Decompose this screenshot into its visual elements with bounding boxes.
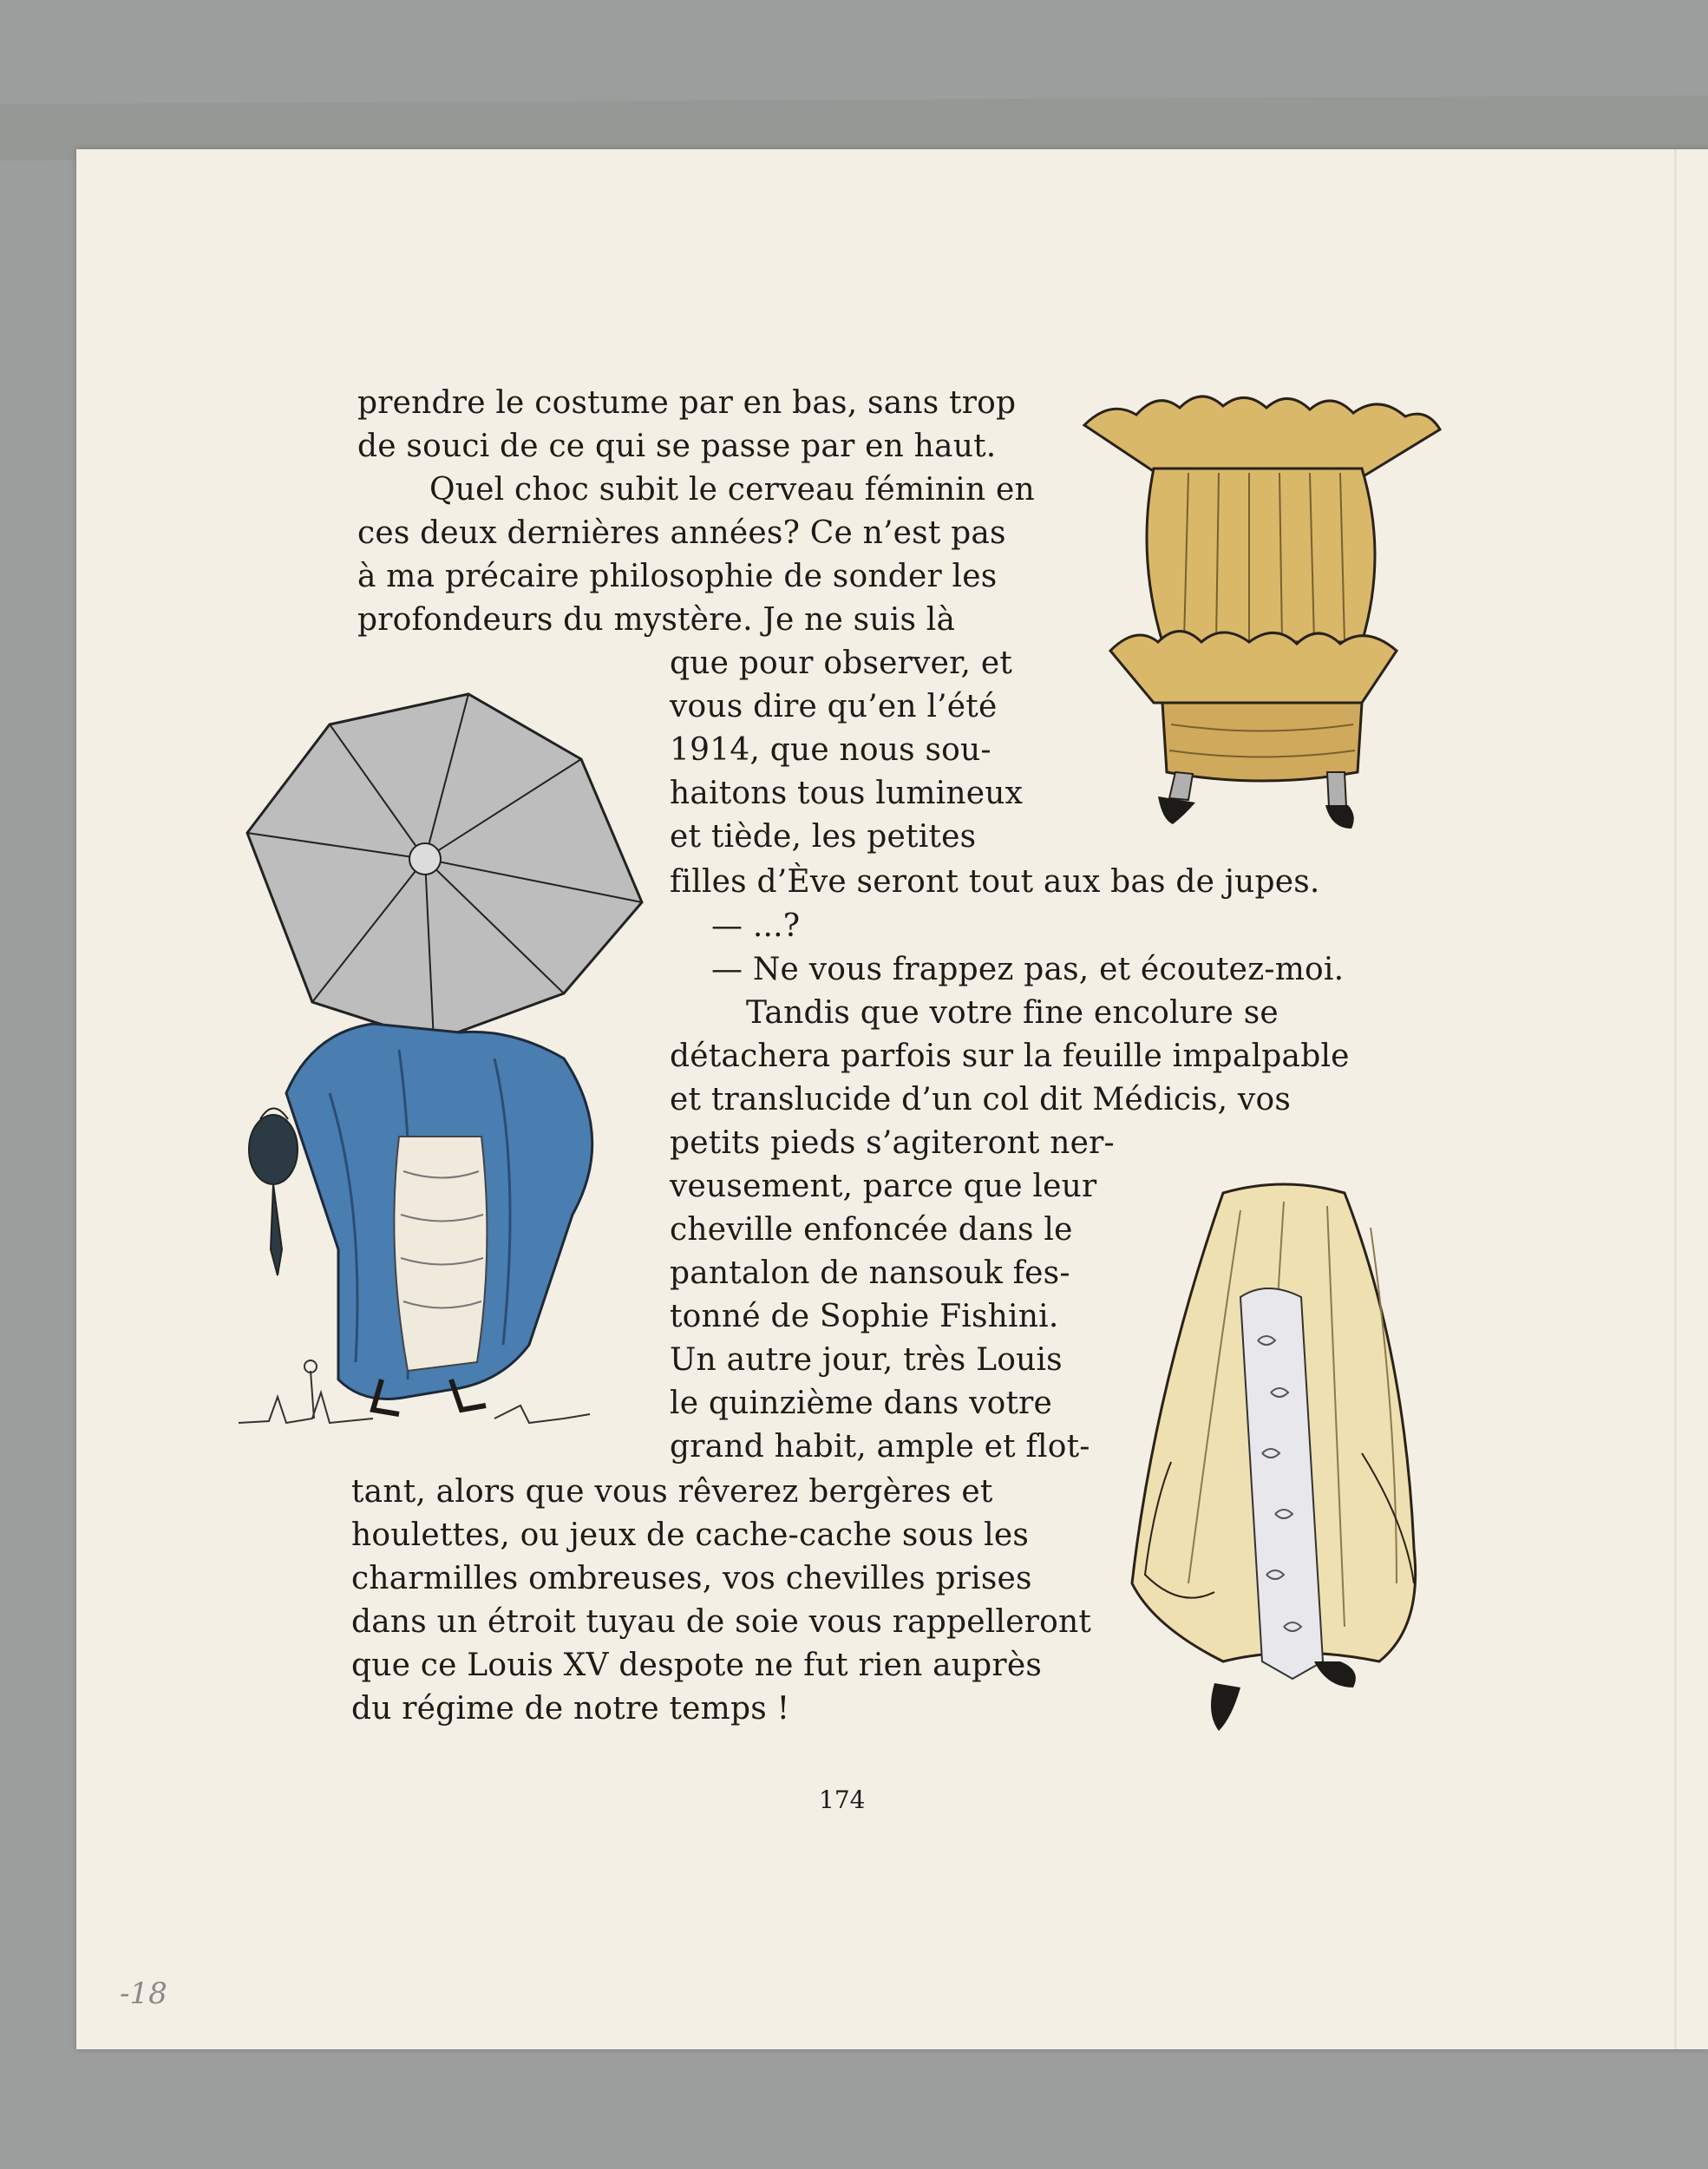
right-shoe	[1325, 805, 1354, 829]
text-line-5: à ma précaire philosophie de sonder les	[357, 559, 998, 594]
handbag	[249, 1115, 298, 1184]
text-line-7: que pour observer, et	[670, 645, 1012, 681]
text-line-27: houlettes, ou jeux de cache-cache sous les	[351, 1517, 1030, 1553]
text-line-15: Tandis que votre fine encolure se	[746, 995, 1279, 1031]
text-line-6: profondeurs du mystère. Je ne suis là	[357, 602, 956, 638]
illustration-cream-skirt	[1119, 1176, 1449, 1740]
text-line-22: tonné de Sophie Fishini.	[670, 1299, 1059, 1334]
text-line-13: — ...?	[711, 908, 801, 944]
skirt-mid-ruffle	[1110, 632, 1397, 704]
text-line-16: détachera parfois sur la feuille impalpable	[670, 1039, 1350, 1074]
page-number: 174	[819, 1786, 866, 1814]
text-line-23: Un autre jour, très Louis	[670, 1342, 1063, 1378]
text-line-12: filles d’Ève seront tout aux bas de jupes.	[670, 864, 1320, 900]
text-line-21: pantalon de nansouk fes-	[670, 1255, 1070, 1291]
text-line-19: veusement, parce que leur	[670, 1169, 1097, 1204]
text-line-30: que ce Louis XV despote ne fut rien auprès	[351, 1648, 1043, 1683]
text-line-3: Quel choc subit le cerveau féminin en	[429, 472, 1035, 508]
text-line-17: et translucide d’un col dit Médicis, vos	[670, 1082, 1291, 1117]
text-line-14: — Ne vous frappez pas, et écoutez-moi.	[711, 952, 1345, 987]
text-line-20: cheville enfoncée dans le	[670, 1212, 1073, 1248]
text-line-2: de souci de ce qui se passe par en haut.	[357, 429, 997, 464]
illustration-ochre-skirt	[1076, 382, 1449, 842]
text-line-28: charmilles ombreuses, vos chevilles prises	[351, 1561, 1032, 1596]
umbrella-top-knob	[409, 843, 441, 875]
text-line-24: le quinzième dans votre	[670, 1386, 1053, 1421]
text-line-4: ces deux dernières années? Ce n’est pas	[357, 515, 1006, 551]
text-line-29: dans un étroit tuyau de soie vous rappelleront	[351, 1604, 1092, 1640]
text-line-1: prendre le costume par en bas, sans trop	[357, 385, 1017, 421]
text-line-9: 1914, que nous sou-	[670, 732, 991, 768]
skirt-wrap	[1162, 703, 1362, 781]
text-line-11: et tiède, les petites	[670, 819, 977, 855]
left-shoe	[1158, 796, 1195, 824]
text-line-10: haitons tous lumineux	[670, 776, 1024, 811]
text-line-31: du régime de notre temps !	[351, 1691, 790, 1727]
page-fold	[1674, 149, 1677, 2049]
left-shoe-cream	[1211, 1683, 1240, 1731]
text-line-18: petits pieds s’agiteront ner-	[670, 1125, 1115, 1161]
umbrella-canopy	[247, 694, 642, 1041]
right-shoe-cream	[1314, 1661, 1356, 1687]
text-line-26: tant, alors que vous rêverez bergères et	[351, 1474, 993, 1510]
left-stocking	[1169, 772, 1193, 800]
flower	[311, 1371, 314, 1419]
handbag-tassel	[271, 1184, 282, 1275]
illustration-umbrella-woman	[234, 685, 651, 1432]
right-stocking	[1327, 772, 1346, 807]
text-line-25: grand habit, ample et flot-	[670, 1429, 1090, 1465]
margin-note: -18	[120, 1976, 167, 2011]
lace-underskirt	[394, 1137, 487, 1371]
text-line-8: vous dire qu’en l’été	[670, 689, 998, 724]
skirt-top-ruffle	[1084, 396, 1440, 477]
